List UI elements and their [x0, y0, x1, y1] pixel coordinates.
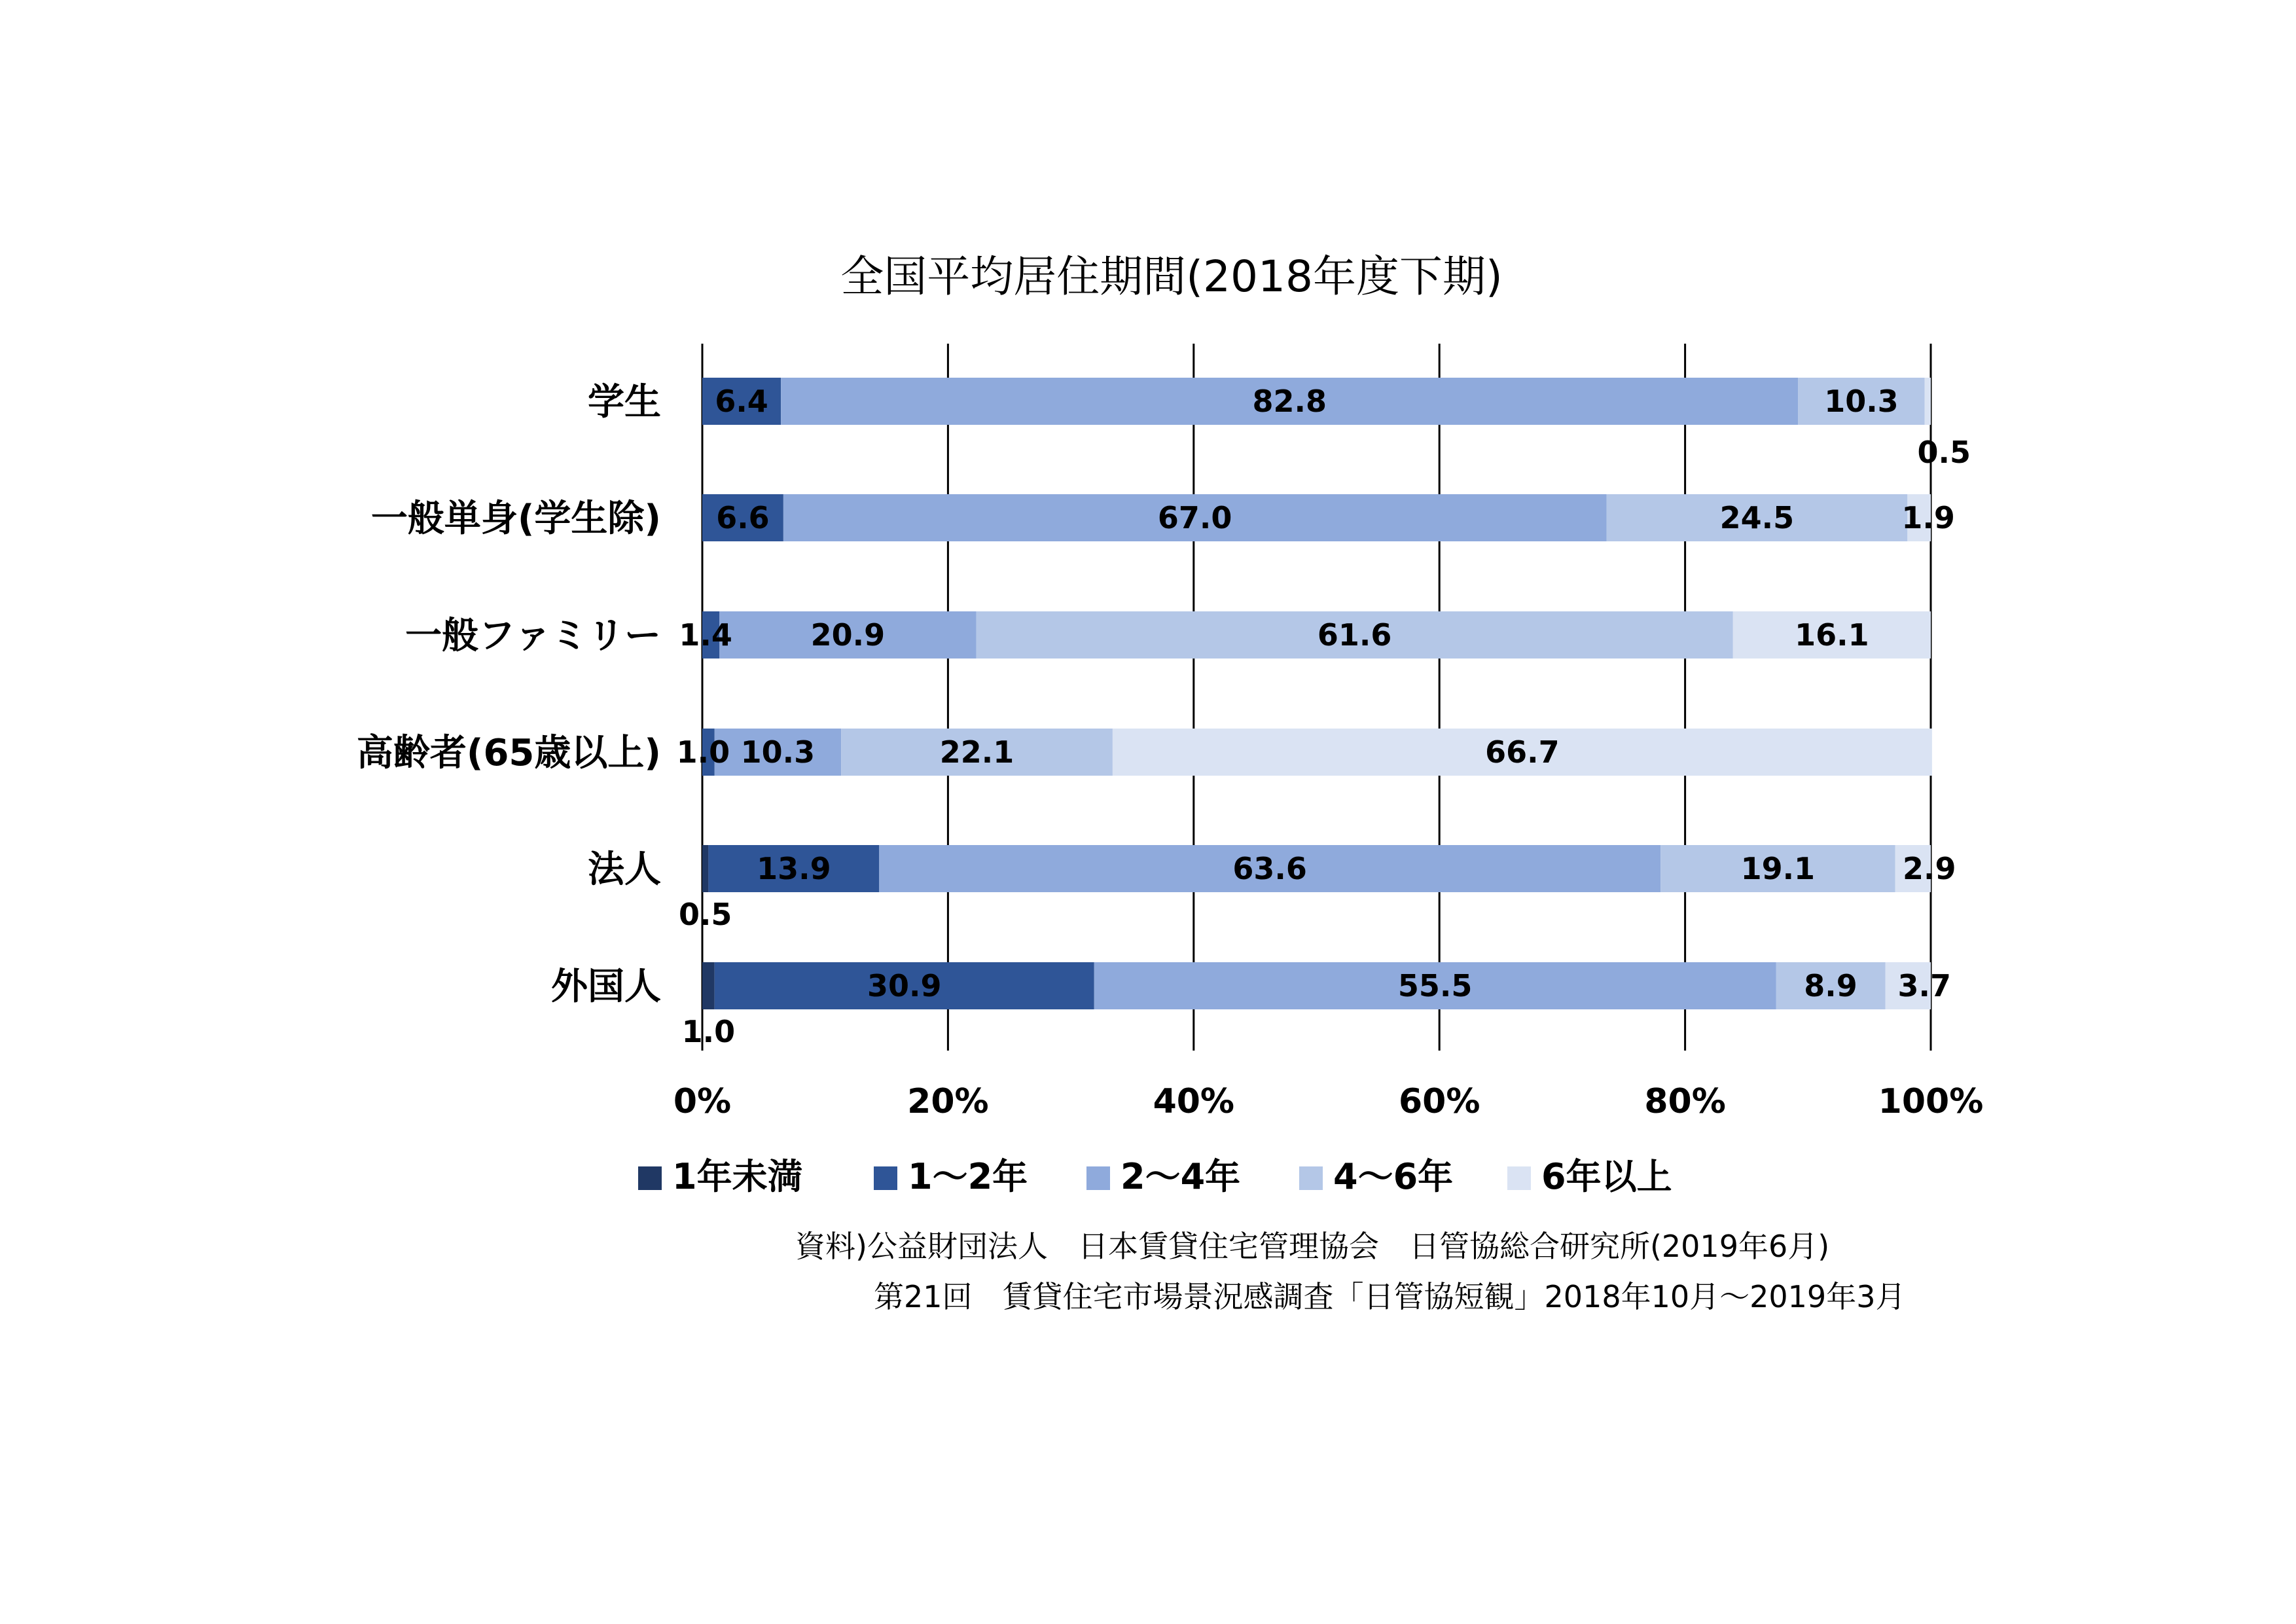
category-label: 外国人: [551, 965, 661, 1008]
data-label: 0.5: [678, 897, 732, 932]
data-label: 55.5: [1397, 968, 1473, 1003]
data-label: 13.9: [757, 851, 831, 886]
data-label: 6.6: [716, 500, 770, 535]
legend-label: 4～6年: [1333, 1156, 1454, 1197]
source-note-line2: 第21回 賃貸住宅市場景況感調査「日管協短観」2018年10月～2019年3月: [874, 1279, 1906, 1314]
bar-segment: [702, 845, 708, 892]
data-label: 3.7: [1897, 968, 1952, 1003]
data-label: 1.4: [679, 617, 732, 653]
x-tick-label: 20%: [907, 1082, 989, 1121]
legend-label: 1年未満: [672, 1156, 803, 1197]
gridlines: [702, 344, 1931, 1051]
x-tick-label: 60%: [1398, 1082, 1480, 1121]
legend-label: 2～4年: [1121, 1156, 1241, 1197]
data-label: 20.9: [810, 617, 886, 653]
x-tick-label: 80%: [1644, 1082, 1726, 1121]
data-label: 2.9: [1903, 851, 1956, 886]
x-axis-tick-labels: [673, 1082, 1983, 1121]
x-tick-label: 0%: [673, 1082, 732, 1121]
data-label: 61.6: [1317, 617, 1392, 653]
legend-swatch: [1086, 1166, 1110, 1190]
category-label: 一般ファミリー: [405, 615, 661, 657]
data-label-group: [677, 384, 1971, 1049]
x-tick-label: 40%: [1153, 1082, 1235, 1121]
data-label: 67.0: [1157, 500, 1232, 535]
legend-swatch: [638, 1166, 662, 1190]
data-label: 30.9: [867, 968, 942, 1003]
category-label: 学生: [588, 381, 661, 424]
data-label: 1.0: [681, 1014, 736, 1049]
category-label: 一般単身(学生除): [370, 497, 661, 540]
data-label: 82.8: [1252, 384, 1327, 419]
data-label: 6.4: [715, 384, 768, 419]
data-label: 24.5: [1719, 500, 1795, 535]
data-label: 8.9: [1804, 968, 1857, 1003]
legend: [638, 1156, 1672, 1197]
legend-swatch: [874, 1166, 897, 1190]
legend-label: 6年以上: [1541, 1156, 1672, 1197]
data-label: 0.5: [1917, 435, 1971, 470]
data-label: 66.7: [1485, 734, 1560, 770]
bar-segment: [702, 962, 715, 1009]
data-label: 63.6: [1232, 851, 1307, 886]
data-label: 1.0: [676, 734, 730, 770]
bar-series-group: [702, 378, 1932, 1009]
data-label: 16.1: [1795, 617, 1869, 653]
category-label: 高齢者(65歳以上): [356, 732, 661, 774]
data-label: 10.3: [740, 734, 816, 770]
category-axis-labels: [357, 381, 661, 1008]
legend-label: 1～2年: [908, 1156, 1028, 1197]
data-label: 10.3: [1824, 384, 1899, 419]
category-label: 法人: [588, 848, 661, 891]
bar-segment: [1925, 378, 1931, 425]
data-label: 1.9: [1901, 500, 1955, 535]
x-tick-label: 100%: [1878, 1082, 1984, 1121]
chart-title: 全国平均居住期間(2018年度下期): [840, 251, 1503, 302]
source-note-line1: 資料)公益財団法人 日本賃貸住宅管理協会 日管協総合研究所(2019年6月): [795, 1229, 1830, 1264]
legend-swatch: [1299, 1166, 1323, 1190]
data-label: 22.1: [939, 734, 1014, 770]
data-label: 19.1: [1740, 851, 1816, 886]
legend-swatch: [1507, 1166, 1531, 1190]
